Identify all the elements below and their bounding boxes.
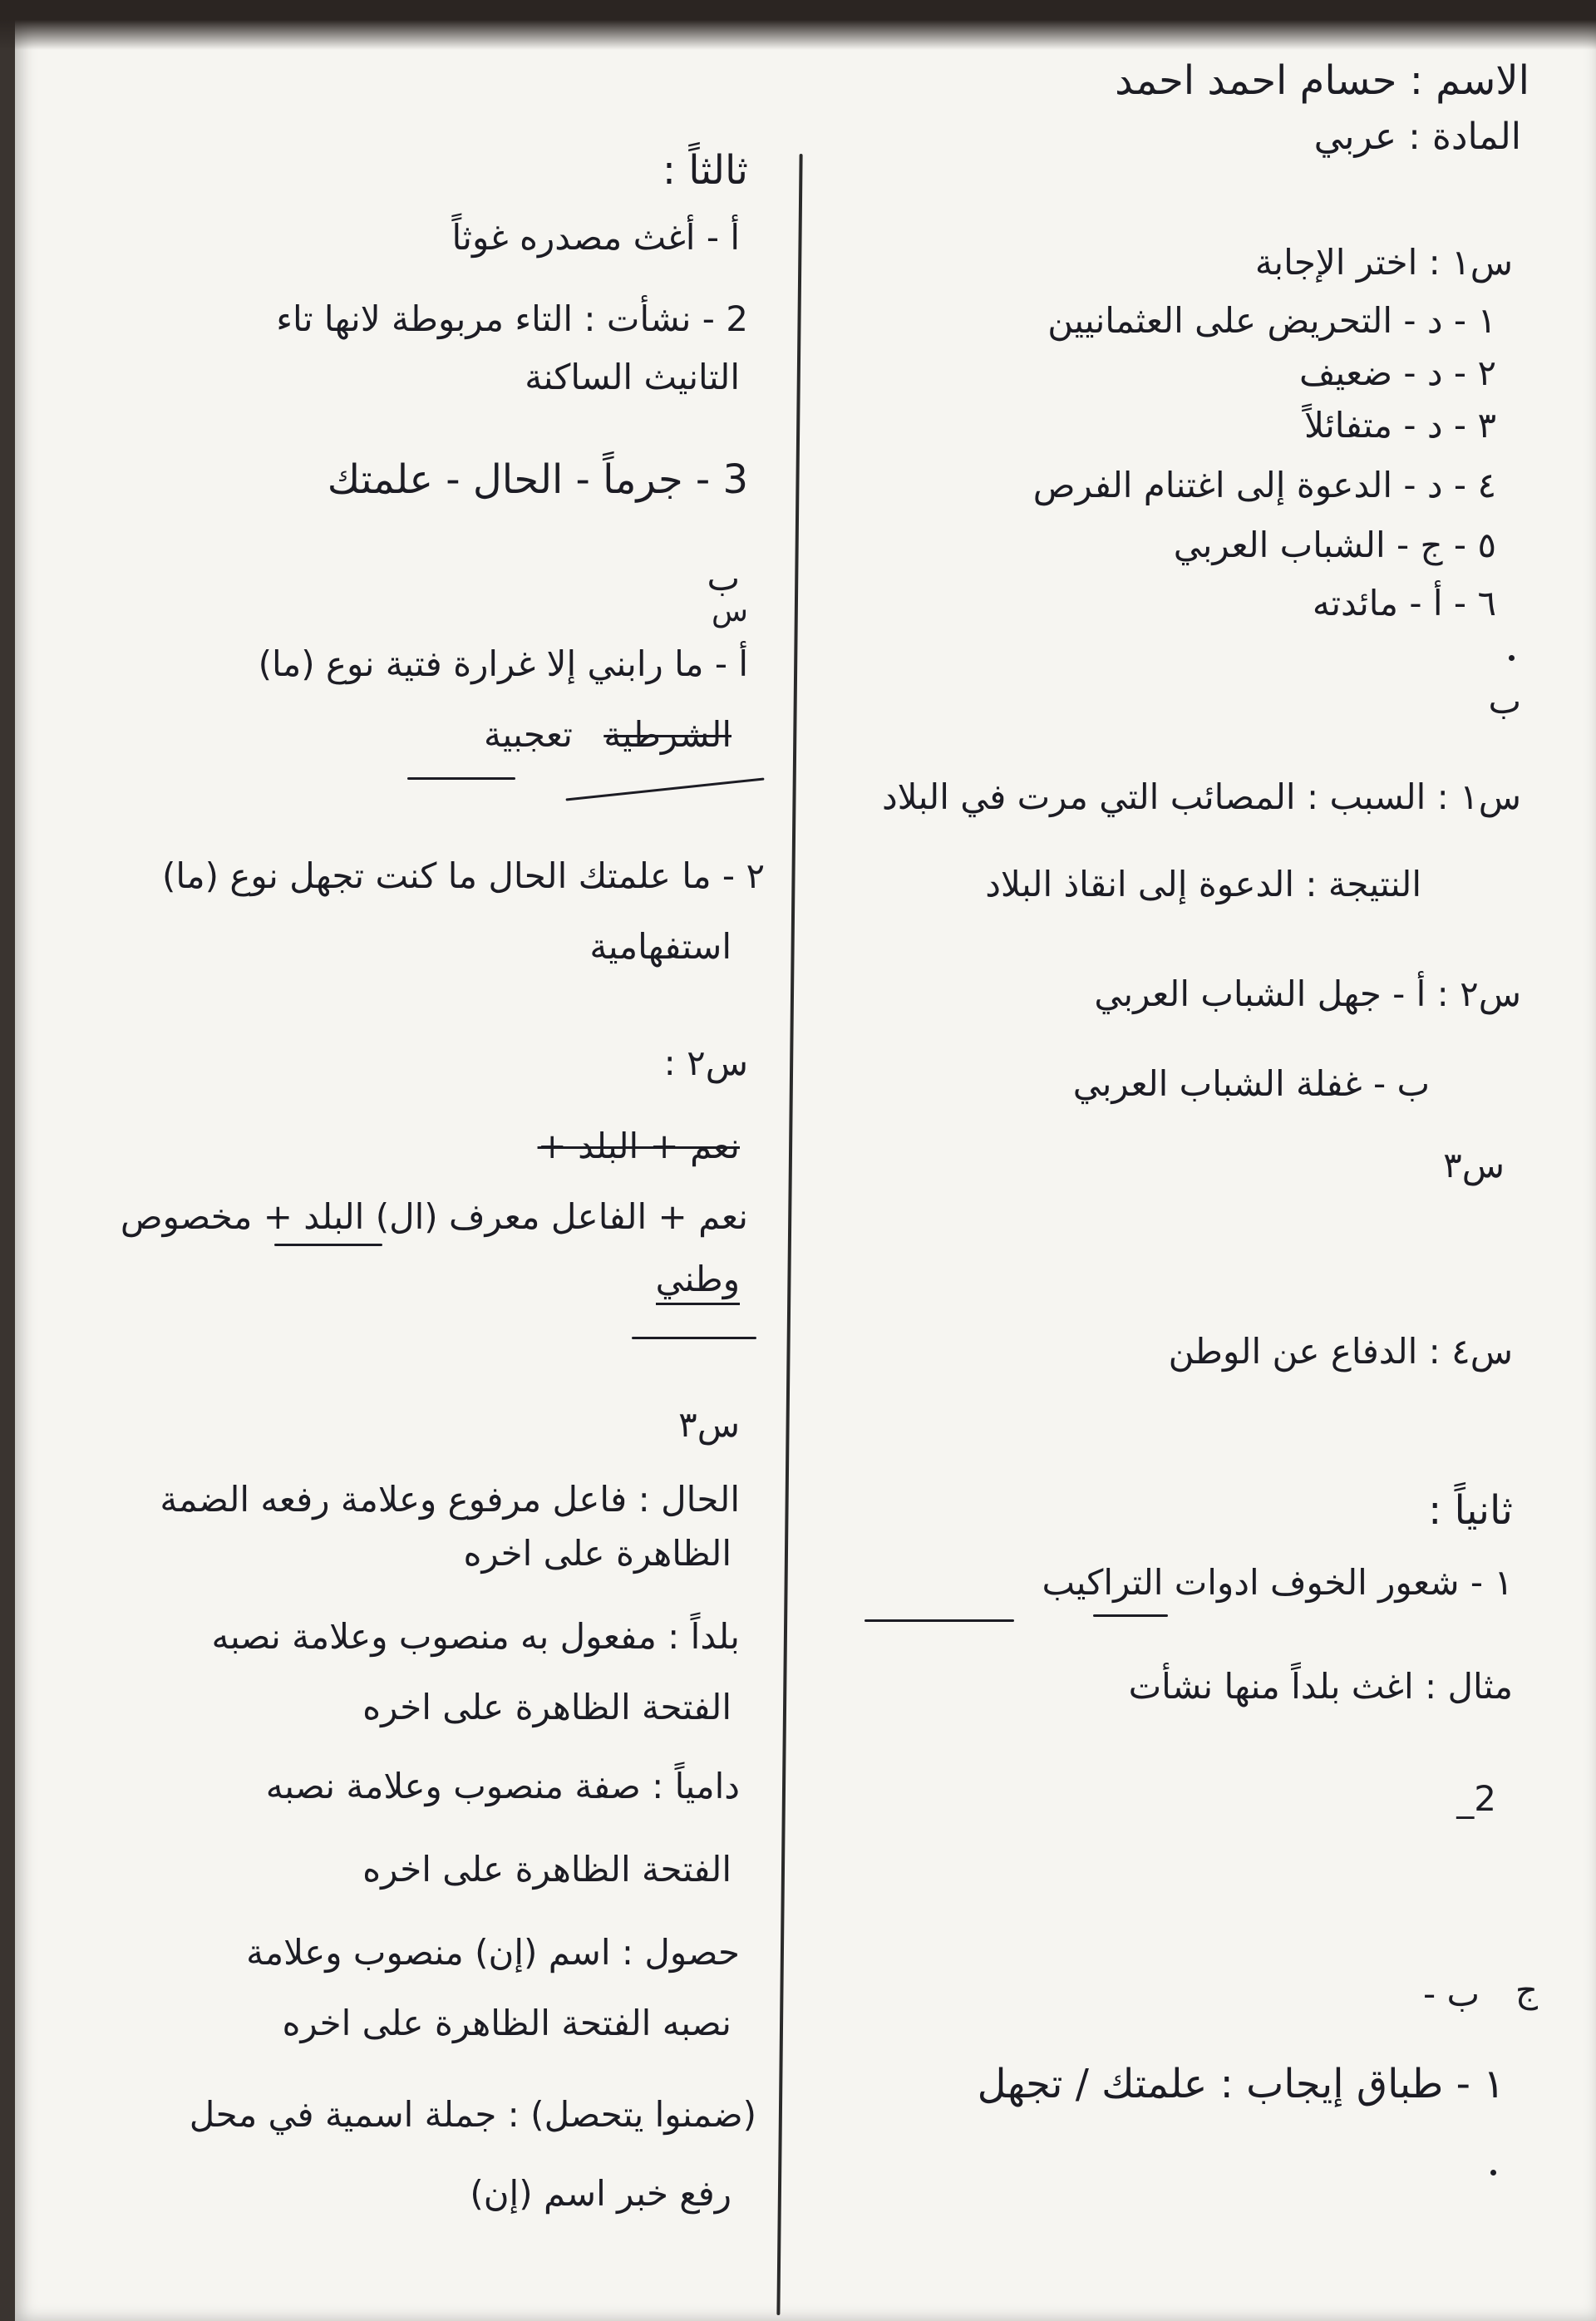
b2-mark: ج	[1515, 1969, 1538, 2010]
section-b2-label: ب -	[1422, 1974, 1480, 2014]
q1-item-5: ٥ - ج - الشباب العربي	[1173, 525, 1496, 565]
second-section-label: ثانياً :	[1428, 1487, 1513, 1534]
subject-line: المادة : عربي	[1313, 116, 1521, 158]
underline-balad	[274, 1244, 382, 1246]
q1-item-6: ٦ - أ - مائدته	[1312, 583, 1496, 623]
third-item-3: 3 - جرماً - الحال - علمتك	[327, 456, 748, 503]
q-a-answer: تعجبية	[483, 714, 573, 755]
q2-a: س٢ : أ - جهل الشباب العربي	[1094, 973, 1521, 1014]
answer-5b: رفع خبر اسم (إن)	[470, 2173, 732, 2214]
underline-watani-2	[632, 1337, 756, 1339]
answer-2b: الفتحة الظاهرة على اخره	[362, 1687, 732, 1727]
answer-5a: (ضمنوا يتحصل) : جملة اسمية في محل	[189, 2094, 756, 2135]
underline-answer-1	[407, 777, 515, 780]
q2-b: ب - غفلة الشباب العربي	[1072, 1063, 1430, 1104]
q1-label: س١ : اختر الإجابة	[1254, 242, 1513, 283]
third-section-label: ثالثاً :	[662, 147, 748, 194]
tibaq-line: ١ - طباق إيجاب : علمتك / تجهل	[977, 2061, 1505, 2107]
struck-line-text: نعم + البلد +	[537, 1126, 740, 1166]
watani-word: وطني	[656, 1259, 740, 1305]
example-line: مثال : اغث بلداً منها نشأت	[1128, 1666, 1513, 1707]
answer-4a: حصول : اسم (إن) منصوب وعلامة	[246, 1932, 740, 1973]
q4-answer: س٤ : الدفاع عن الوطن	[1168, 1331, 1513, 1372]
student-name: الاسم : حسام احمد احمد	[1115, 57, 1530, 104]
s3-label: س٣	[678, 1404, 740, 1445]
q1-item-2: ٢ - د - ضعيف	[1298, 352, 1496, 393]
photo-background-edge	[0, 0, 1596, 50]
q-b-letter: ب	[707, 558, 740, 599]
stray-dot-2	[1490, 2170, 1496, 2176]
answer-3a: دامياً : صفة منصوب وعلامة نصبه	[265, 1766, 740, 1806]
section-b-label: ب	[1488, 681, 1521, 722]
third-item-2b: التانيث الساكنة	[525, 357, 740, 397]
underline-khawf	[1093, 1614, 1168, 1617]
q-b-line2: استفهامية	[589, 926, 732, 967]
third-item-2a: 2 - نشأت : التاء مربوطة لانها تاء	[276, 298, 748, 339]
q-b-line1: ٢ - ما علمتك الحال ما كنت تجهل نوع (ما)	[161, 855, 765, 896]
nimma-line: نعم + الفاعل معرف (ال) البلد + مخصوص	[120, 1196, 748, 1237]
struck-line	[538, 1126, 740, 1166]
answer-3b: الفتحة الظاهرة على اخره	[362, 1849, 732, 1890]
watani-line	[656, 1259, 740, 1299]
q-s-label: س	[712, 594, 748, 628]
q1-item-3: ٣ - د - متفائلاً	[1304, 405, 1496, 446]
third-item-1: أ - أغث مصدره غوثاً	[451, 217, 740, 258]
q3-label: س٣	[1443, 1145, 1505, 1185]
answer-1a: الحال : فاعل مرفوع وعلامة رفعه الضمة	[160, 1479, 740, 1520]
q1-item-1: ١ - د - التحريض على العثمانيين	[1047, 300, 1496, 341]
item-2: 2_	[1456, 1778, 1496, 1819]
q1b-cause: س١ : السبب : المصائب التي مرت في البلاد	[881, 776, 1521, 817]
answer-1b: الظاهرة على اخره	[463, 1533, 732, 1574]
q1-item-4: ٤ - د - الدعوة إلى اغتنام الفرص	[1032, 465, 1496, 505]
q1b-result: النتيجة : الدعوة إلى انقاذ البلاد	[985, 864, 1421, 904]
second-item-1: ١ - شعور الخوف ادوات التراكيب	[1042, 1562, 1513, 1603]
answer-2a: بلداً : مفعول به منصوب وعلامة نصبه	[211, 1616, 740, 1657]
underline-tarakib	[864, 1619, 1014, 1622]
q-a-line2	[484, 715, 732, 755]
answer-4b: نصبه الفتحة الظاهرة على اخره	[282, 2003, 732, 2043]
stray-dot	[1509, 655, 1515, 661]
q-a-line1: أ - ما رابني إلا غرارة فتية نوع (ما)	[258, 643, 748, 684]
s2-label: س٢ :	[663, 1042, 748, 1083]
struck-word: الشرطية	[603, 714, 732, 755]
